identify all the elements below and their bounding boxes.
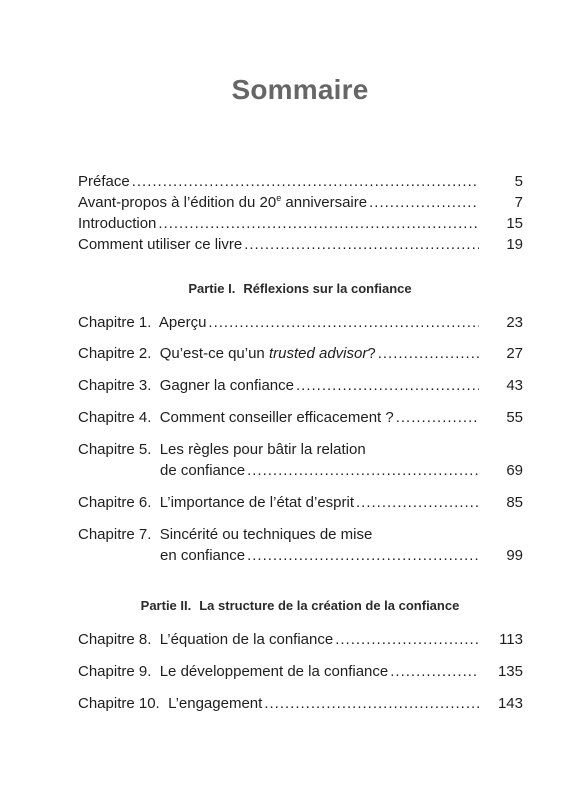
toc-entry-label: Avant-propos à l’édition du 20e anniversaire (78, 193, 368, 211)
chapter-title: L’équation de la confiance (159, 631, 334, 648)
toc-entry-label: Introduction (78, 215, 157, 232)
toc-entry-chapter-3[interactable] (78, 377, 523, 395)
part-number: Partie II. (140, 598, 192, 613)
toc-entry-chapter-5-first-line[interactable] (78, 441, 366, 459)
part-title: Réflexions sur la confiance (243, 281, 412, 296)
leader-dots (208, 314, 479, 332)
chapter-number: Chapitre 9. (78, 663, 152, 680)
leader-dots (264, 695, 479, 713)
toc-page-number: 69 (506, 462, 523, 479)
leader-dots (396, 409, 479, 427)
toc-entry-chapter-7[interactable] (160, 547, 523, 565)
leader-dots (369, 194, 479, 212)
toc-page-number: 19 (506, 236, 523, 253)
toc-entry-preface[interactable] (78, 173, 523, 191)
chapter-number: Chapitre 7. (78, 526, 152, 543)
toc-entry-label: Comment utiliser ce livre (78, 236, 243, 253)
leader-dots (247, 547, 479, 565)
toc-entry-chapter-9[interactable] (78, 663, 523, 681)
chapter-title: L’importance de l’état d’esprit (159, 494, 354, 511)
chapter-title: Aperçu (158, 314, 207, 331)
toc-entry-avant-propos[interactable] (78, 194, 523, 212)
toc-page-number: 143 (497, 695, 523, 712)
toc-entry-chapter-5[interactable] (160, 462, 523, 480)
chapter-number: Chapitre 3. (78, 377, 152, 394)
chapter-title: L’engagement (168, 695, 263, 712)
chapter-title: Gagner la confiance (159, 377, 294, 394)
leader-dots (390, 663, 479, 681)
chapter-number: Chapitre 8. (78, 631, 152, 648)
leader-dots (296, 377, 479, 395)
leader-dots (247, 462, 479, 480)
part-heading-1 (0, 281, 585, 296)
toc-entry-chapter-2[interactable] (78, 345, 523, 363)
chapter-number: Chapitre 2. (78, 345, 152, 362)
toc-entry-comment-utiliser[interactable] (78, 236, 523, 254)
toc-page-number: 23 (506, 314, 523, 331)
leader-dots (158, 215, 479, 233)
leader-dots (378, 345, 479, 363)
chapter-title-continuation: de confiance (160, 462, 246, 479)
chapter-title: Les règles pour bâtir la relation (159, 441, 366, 458)
part-title: La structure de la création de la confiance (199, 598, 460, 613)
toc-page-number: 113 (499, 631, 523, 648)
chapter-title-continuation: en confiance (160, 547, 246, 564)
toc-entry-chapter-4[interactable] (78, 409, 523, 427)
toc-page-number: 55 (506, 409, 523, 426)
toc-page-number: 27 (506, 345, 523, 362)
toc-page-number: 5 (514, 173, 523, 190)
chapter-number: Chapitre 1. (78, 314, 152, 331)
chapter-title: Comment conseiller efficacement ? (159, 409, 394, 426)
toc-entry-chapter-1[interactable] (78, 314, 523, 332)
toc-entry-label: Préface (78, 173, 130, 190)
toc-page-number: 7 (514, 194, 523, 211)
leader-dots (132, 173, 479, 191)
toc-page-number: 85 (506, 494, 523, 511)
toc-entry-introduction[interactable] (78, 215, 523, 233)
leader-dots (335, 631, 479, 649)
chapter-title: Le développement de la confiance (159, 663, 389, 680)
toc-entry-chapter-6[interactable] (78, 494, 523, 512)
leader-dots (244, 236, 479, 254)
chapter-number: Chapitre 4. (78, 409, 152, 426)
part-number: Partie I. (188, 281, 236, 296)
toc-page-number: 99 (506, 547, 523, 564)
toc-entry-chapter-8[interactable] (78, 631, 523, 649)
toc-entry-chapter-7-first-line[interactable] (78, 526, 372, 544)
chapter-number: Chapitre 5. (78, 441, 152, 458)
toc-page-number: 43 (506, 377, 523, 394)
chapter-number: Chapitre 10. (78, 695, 160, 712)
chapter-title: Sincérité ou techniques de mise (159, 526, 373, 543)
chapter-number: Chapitre 6. (78, 494, 152, 511)
part-heading-2 (0, 598, 585, 613)
chapter-title: Qu’est-ce qu’un trusted advisor? (159, 345, 376, 362)
leader-dots (356, 494, 479, 512)
toc-page-number: 135 (497, 663, 523, 680)
toc-page-number: 15 (506, 215, 523, 232)
page-title: Sommaire (231, 74, 369, 105)
toc-entry-chapter-10[interactable] (78, 695, 523, 713)
